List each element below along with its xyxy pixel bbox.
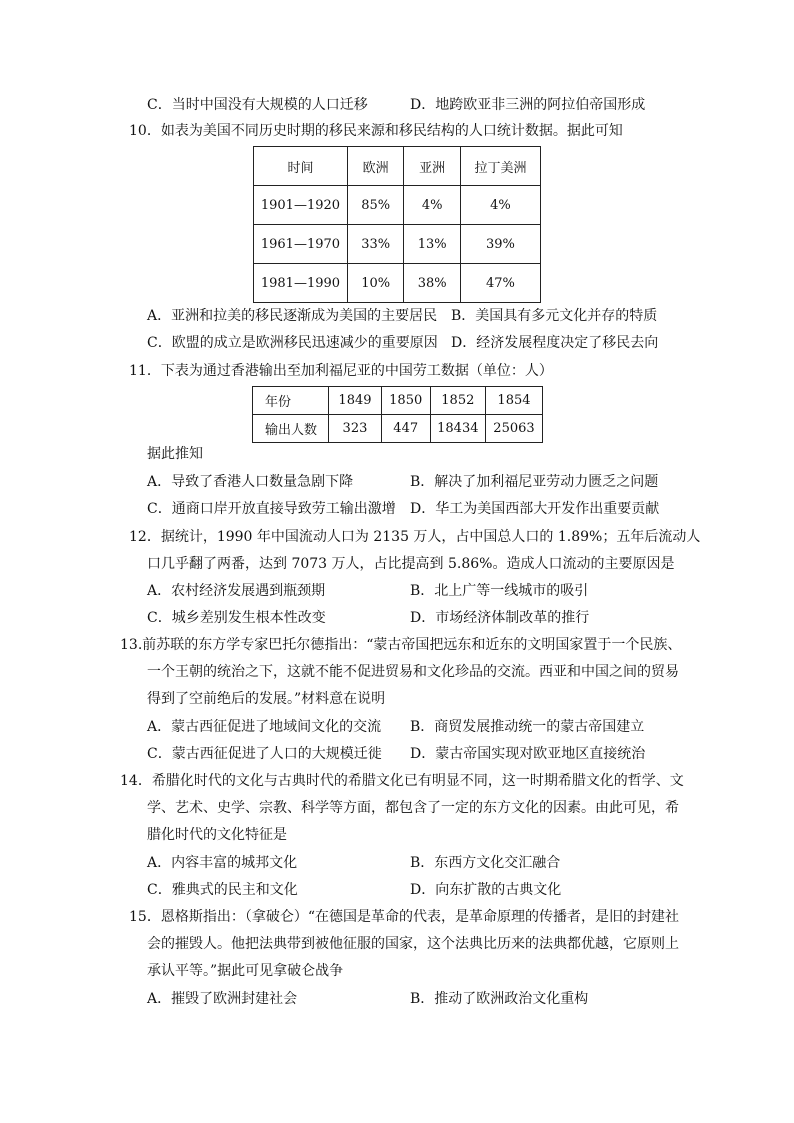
q11-option-b: B．解决了加利福尼亚劳动力匮乏之问题 — [410, 474, 659, 490]
table-header: 时间 — [254, 147, 348, 186]
q10-stem: 10．如表为美国不同历史时期的移民来源和移民结构的人口统计数据。据此可知 — [129, 123, 623, 139]
table-cell: 25063 — [485, 415, 542, 443]
q12-option-d: D．市场经济体制改革的推行 — [410, 610, 590, 626]
table-cell: 1961—1970 — [254, 225, 348, 264]
q11-option-a: A．导致了香港人口数量急剧下降 — [147, 474, 354, 490]
table-header: 亚洲 — [404, 147, 461, 186]
table-cell: 38% — [404, 264, 461, 303]
table-row — [254, 186, 541, 225]
q13-stem-line2: 一个王朝的统治之下，这就不能不促进贸易和文化珍品的交流。西亚和中国之间的贸易 — [147, 664, 679, 680]
q14-stem-line2: 学、艺术、史学、宗教、科学等方面，都包含了一定的东方文化的因素。由此可见，希 — [147, 800, 679, 816]
q11-stem: 11．下表为通过香港输出至加利福尼亚的中国劳工数据（单位：人） — [129, 363, 553, 379]
table-cell: 39% — [460, 225, 540, 264]
q15-stem-line3: 承认平等。”据此可见拿破仑战争 — [147, 963, 344, 979]
q14-stem-line1: 14．希腊化时代的文化与古典时代的希腊文化已有明显不同，这一时期希腊文化的哲学、文 — [120, 773, 684, 789]
q15-stem-line1: 15．恩格斯指出：（拿破仑）“在德国是革命的代表，是革命原理的传播者，是旧的封建社 — [129, 909, 679, 925]
table-header: 欧洲 — [347, 147, 404, 186]
q10-option-c: C．欧盟的成立是欧洲移民迅速减少的重要原因 — [147, 335, 438, 351]
table-cell: 10% — [347, 264, 404, 303]
q15-option-b: B．推动了欧洲政治文化重构 — [410, 991, 589, 1007]
q10-table — [253, 146, 541, 303]
table-row — [254, 225, 541, 264]
table-cell: 1981—1990 — [254, 264, 348, 303]
q14-option-a: A．内容丰富的城邦文化 — [147, 855, 298, 871]
q15-option-a: A．摧毁了欧洲封建社会 — [147, 991, 298, 1007]
table-cell: 1850 — [381, 387, 430, 415]
q9-option-d: D．地跨欧亚非三洲的阿拉伯帝国形成 — [410, 97, 646, 113]
q13-option-b: B．商贸发展推动统一的蒙古帝国建立 — [410, 719, 645, 735]
table-row — [254, 264, 541, 303]
q10-option-b: B．美国具有多元文化并存的特质 — [451, 308, 658, 324]
q13-option-c: C．蒙古西征促进了人口的大规模迁徙 — [147, 746, 382, 762]
table-cell: 1849 — [329, 387, 382, 415]
q12-stem-line1: 12．据统计，1990 年中国流动人口为 2135 万人，占中国总人口的 1.89%；五年后流动人 — [129, 529, 701, 545]
table-row — [254, 147, 541, 186]
table-header: 输出人数 — [253, 415, 329, 443]
table-cell: 33% — [347, 225, 404, 264]
q10-option-d: D．经济发展程度决定了移民去向 — [451, 335, 659, 351]
q9-option-c: C．当时中国没有大规模的人口迁移 — [147, 97, 368, 113]
q11-table — [252, 386, 543, 443]
table-cell: 1901—1920 — [254, 186, 348, 225]
table-cell: 85% — [347, 186, 404, 225]
table-cell: 323 — [329, 415, 382, 443]
table-cell: 18434 — [430, 415, 485, 443]
q13-option-d: D．蒙古帝国实现对欧亚地区直接统治 — [410, 746, 646, 762]
q10-option-a: A．亚洲和拉美的移民逐渐成为美国的主要居民 — [147, 308, 438, 324]
q12-stem-line2: 口几乎翻了两番，达到 7073 万人，占比提高到 5.86%。造成人口流动的主要原因是 — [147, 556, 675, 572]
table-cell: 447 — [381, 415, 430, 443]
table-header: 拉丁美洲 — [460, 147, 540, 186]
q12-option-b: B．北上广等一线城市的吸引 — [410, 583, 589, 599]
table-cell: 4% — [460, 186, 540, 225]
table-row — [253, 415, 543, 443]
q11-after-text: 据此推知 — [147, 446, 203, 462]
q14-stem-line3: 腊化时代的文化特征是 — [147, 827, 287, 843]
q13-option-a: A．蒙古西征促进了地域间文化的交流 — [147, 719, 382, 735]
table-header: 年份 — [253, 387, 329, 415]
q14-option-c: C．雅典式的民主和文化 — [147, 882, 298, 898]
table-row — [253, 387, 543, 415]
q15-stem-line2: 会的摧毁人。他把法典带到被他征服的国家，这个法典比历来的法典都优越，它原则上 — [147, 936, 679, 952]
table-cell: 1852 — [430, 387, 485, 415]
q13-stem-line1: 13.前苏联的东方学专家巴托尔德指出：“蒙古帝国把远东和近东的文明国家置于一个民族、 — [120, 637, 682, 653]
table-cell: 47% — [460, 264, 540, 303]
q11-option-c: C．通商口岸开放直接导致劳工输出激增 — [147, 501, 396, 517]
q13-stem-line3: 得到了空前绝后的发展。”材料意在说明 — [147, 691, 386, 707]
q14-option-d: D．向东扩散的古典文化 — [410, 882, 562, 898]
table-cell: 1854 — [485, 387, 542, 415]
table-cell: 13% — [404, 225, 461, 264]
q12-option-c: C．城乡差别发生根本性改变 — [147, 610, 326, 626]
q14-option-b: B．东西方文化交汇融合 — [410, 855, 561, 871]
q11-option-d: D．华工为美国西部大开发作出重要贡献 — [410, 501, 660, 517]
table-cell: 4% — [404, 186, 461, 225]
q12-option-a: A．农村经济发展遇到瓶颈期 — [147, 583, 326, 599]
